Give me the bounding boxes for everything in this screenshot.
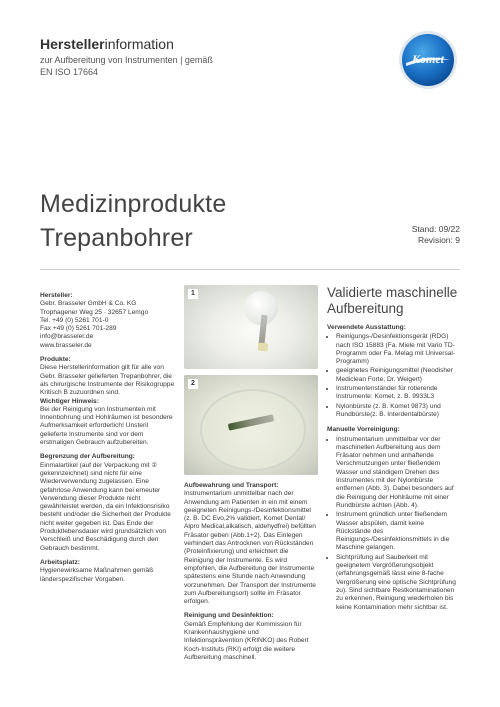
- produkte-heading: Produkte:: [40, 356, 71, 364]
- hersteller-line: Gebr. Brasseler GmbH & Co. KG: [40, 300, 137, 308]
- photo-gloved-hand-bur: [184, 285, 318, 369]
- hersteller-line: Tel. +49 (0) 5261 701-0: [40, 316, 109, 324]
- header-title: [40, 36, 174, 52]
- section-title-line1: Validierte maschinelle: [327, 285, 458, 300]
- ausstattung-list: [327, 333, 460, 419]
- doc-title-line1: Medizinprodukte: [40, 190, 227, 218]
- list-item: • geeignetes Reinigungsmittel (Neodisher Mediclean Forte; Dr. Weigert): [336, 367, 460, 384]
- header-subtitle-line2: EN ISO 17664: [40, 67, 99, 77]
- section-title-line2: Aufbereitung: [327, 301, 404, 316]
- list-item: • Reinigungs-/Desinfektionsgerät (RDG) nach ISO 15883 (Fa. Miele mit Vario TD-Programm oder Fa. Melag mit Universal-Programm): [336, 333, 460, 366]
- hinweis-heading: Wichtiger Hinweis:: [40, 397, 99, 405]
- hersteller-heading: Hersteller:: [40, 292, 73, 299]
- header-subtitle-line1: zur Aufbereitung von Instrumenten | gemäß: [40, 55, 213, 65]
- komet-logo: [398, 30, 458, 90]
- header-subtitle: [40, 54, 213, 78]
- column-manufacturer: [40, 292, 176, 584]
- photo-bur-in-dish: [184, 375, 318, 475]
- hersteller-email: info@brasseler.de: [40, 333, 94, 341]
- svg-text:Komet: Komet: [412, 52, 444, 66]
- section-title: [327, 285, 460, 317]
- hersteller-website: www.brasseler.de: [40, 341, 92, 349]
- aufbewahrung-text: Instrumentarium unmittelbar nach der Anwendung am Patienten in ein mit einem geeigneten Reinigungs-/Desinfektionsmittel (z. B. DC Evo,2% validiert, Komet Dental/ Alpro Medical,alkalisch, aldehydfrei) befüllten Fräsator geben (Abb.1+2). Das Einlegen verhindert das Antrocknen von Rückständen (Proteinfixierung) und erleichtert die Reinigung der Instrumente. Es wird empfohlen, die Aufbereitung der Instrumente spätestens eine Stunde nach Anwendung vorzunehmen. Der Transport der Instrumente zum Aufbereitungsort) sollte im Fräsator erfolgen.: [184, 490, 316, 606]
- vorreinigung-heading: Manuelle Vorreinigung:: [327, 426, 400, 434]
- header-title-bold: Hersteller: [40, 36, 105, 52]
- photo-number-1: 1: [188, 289, 198, 299]
- aufbewahrung-heading: Aufbewahrung und Transport:: [184, 482, 279, 489]
- reinigung-heading: Reinigung und Desinfektion:: [184, 612, 274, 620]
- doc-title-line2: Trepanbohrer: [40, 224, 193, 252]
- column-validated-processing: [327, 285, 460, 613]
- header-title-light: information: [104, 36, 174, 52]
- list-item: • Instrument gründlich unter fließendem Wasser abspülen, damit keine Rückstände des Reinigungs-/Desinfektionsmittels in die Maschine gelangen.: [336, 511, 460, 552]
- produkte-text: Diese Herstellerinformation gilt für alle von Gebr. Brasseler gelieferten Trepanbohrer, die als chirurgische Instrumente der Risikogruppe Kritisch B zuzuordnen sind.: [40, 364, 175, 397]
- hersteller-line: Fax +49 (0) 5261 701-289: [40, 325, 117, 333]
- photo-number-2: 2: [188, 379, 198, 389]
- doc-revision: Revision: 9: [417, 235, 460, 245]
- arbeitsplatz-text: Hygienewirksame Maßnahmen gemäß länderspezifischer Vorgaben.: [40, 567, 154, 583]
- hinweis-text: Bei der Reinigung von Instrumenten mit Innenbohrung und Hohlräumen ist besondere Aufmerksamkeit erforderlich! Unsteril gelieferte Instrumente sind vor dem erstmaligen Gebrauch aufzubereiten.: [40, 405, 173, 447]
- list-item: • Instrumentenständer für rotierende Instrumente: Komet, z. B. 9933L3: [336, 385, 460, 402]
- dish-shape: [200, 389, 306, 471]
- bur-tip: [258, 342, 269, 351]
- column-storage: [184, 285, 318, 662]
- doc-stand: [412, 224, 460, 246]
- list-item: • Sichtprüfung auf Sauberkeit mit geeignetem Vergrößerungsobjekt (erfahrungsgemäß lässt eine 8-fache Vergrößerung eine optische Sichtprüfung zu). Sind sichtbare Restkontaminationen zu erkennen, Reinigung wiederholen bis keine Kontamination mehr sichtbar ist.: [336, 554, 460, 612]
- hersteller-line: Trophagener Weg 25 · 32657 Lemgo: [40, 308, 149, 316]
- begrenzung-heading: Begrenzung der Aufbereitung:: [40, 453, 135, 461]
- vorreinigung-list: [327, 436, 460, 612]
- doc-stand-date: Stand: 09/22: [411, 224, 460, 234]
- ausstattung-heading: Verwendete Ausstattung:: [327, 324, 406, 331]
- list-item: • Instrumentarium unmittelbar vor der maschinellen Aufbereitung aus dem Fräsator nehmen und anhaftende Verschmutzungen unter fließendem Wasser und ständigem Drehen des Instrumentes mit der Nylonbürste entfernen (Abb. 3). Dabei besonders auf die Reinigung der Hohlräume mit einer Rundbürste achten (Abb. 4).: [336, 436, 460, 511]
- arbeitsplatz-heading: Arbeitsplatz:: [40, 558, 80, 566]
- list-item: • Nylonbürste (z. B. Komet 9873) und Rundbürste(z. B. Interdentalbürste): [336, 403, 460, 420]
- reinigung-text: Gemäß Empfehlung der Kommission für Krankenhaushygiene und Infektionsprävention (KRINKO) des Robert Koch-Instituts (RKI) erfolgt die weitere Aufbereitung maschinell.: [184, 620, 309, 661]
- begrenzung-text: Einmalartikel (auf der Verpackung mit ② gekennzeichnet) sind nicht für eine Wiederverwendung zugelassen. Eine gefahrlose Anwendung kann bei erneuter Verwendung dieser Produkte nicht gewährleistet werden, da ein Infektionsrisiko besteht und/oder die Sicherheit der Produkte nicht weiter gegeben ist. Das Ende der Produktlebensdauer wird grundsätzlich von Verschleiß und Beschädigung durch den Gebrauch bestimmt.: [40, 461, 171, 552]
- divider: [40, 269, 460, 270]
